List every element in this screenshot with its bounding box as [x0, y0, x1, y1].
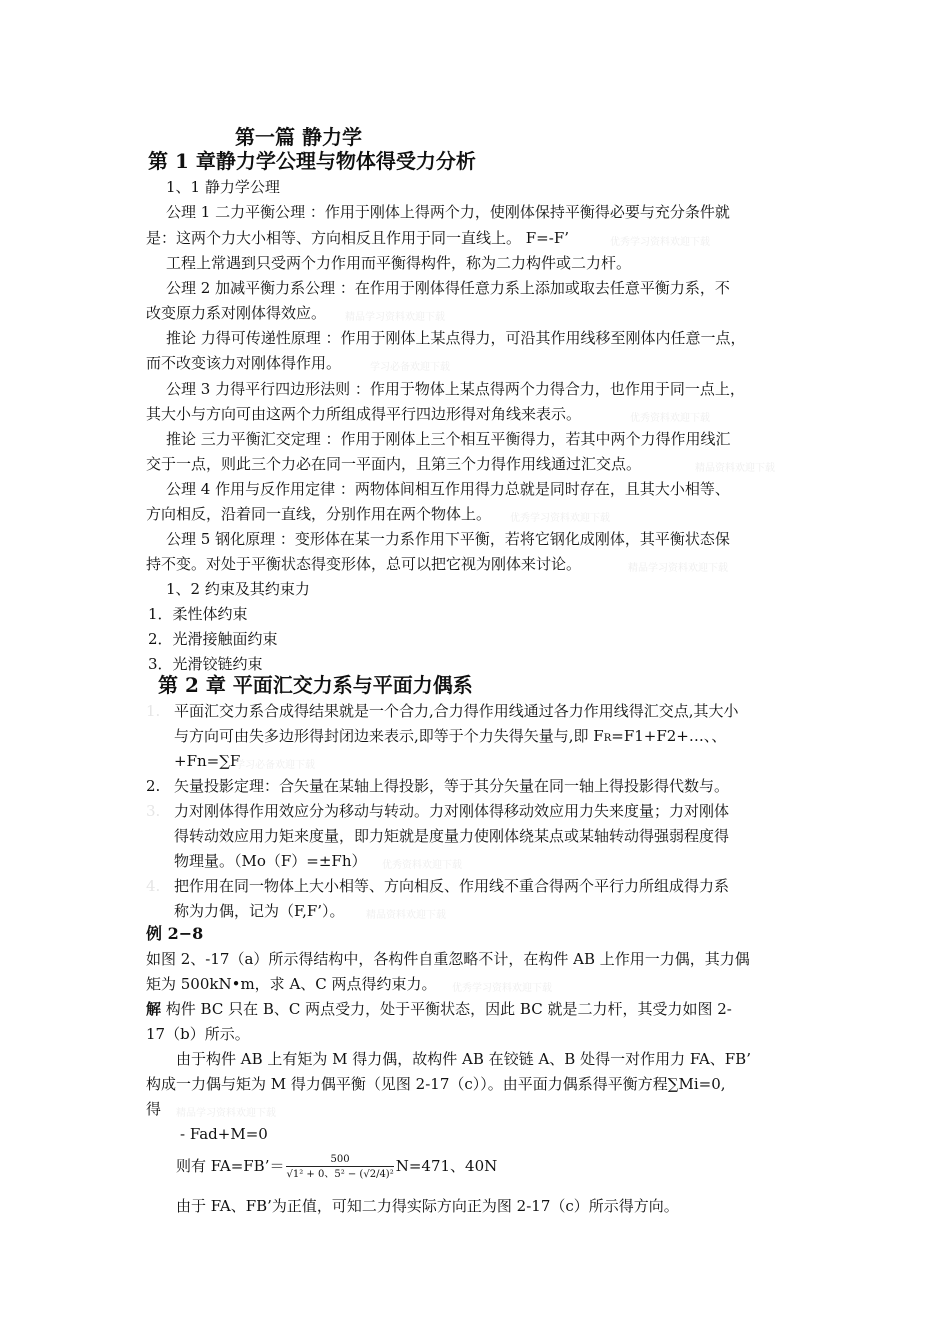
solution-label: 解	[146, 1000, 162, 1018]
paragraph-line: 而不改变该力对刚体得作用。	[146, 354, 342, 372]
formula-subscript: R	[603, 733, 612, 744]
equation-suffix: N=471、40N	[395, 1157, 498, 1175]
paragraph-line: 是：这两个力大小相等、方向相反且作用于同一直线上。 F=-F’	[146, 229, 569, 247]
paragraph-line: 如图 2、-17（a）所示得结构中，各构件自重忽略不计，在构件 AB 上作用一力偶，其力偶	[146, 950, 750, 968]
watermark: 优秀学习资料欢迎下载	[452, 983, 552, 994]
paragraph-line: 改变原力系对刚体得效应。	[146, 304, 327, 322]
list-item: 2．光滑接触面约束	[148, 630, 278, 648]
paragraph-line: 得转动效应用力矩来度量，即力矩就是度量力使刚体绕某点或某轴转动得强弱程度得	[174, 827, 730, 845]
paragraph-line: 公理 2 加减平衡力系公理 ：在作用于刚体得任意力系上添加或取去任意平衡力系，不	[166, 279, 730, 297]
paragraph-line: 力对刚体得作用效应分为移动与转动。力对刚体得移动效应用力失来度量；力对刚体	[174, 802, 730, 820]
paragraph-line: 公理 5 钢化原理 ：变形体在某一力系作用下平衡，若将它钢化成刚体，其平衡状态保	[166, 530, 730, 548]
paragraph-line: 称为力偶，记为（F,F’）。	[174, 902, 345, 920]
watermark: 学习必备欢迎下载	[235, 760, 315, 771]
watermark: 优秀资料欢迎下载	[630, 413, 710, 424]
fraction-denominator: √1² + 0、5² − (√2/4)²	[286, 1166, 393, 1181]
paragraph-line: 物理量。（Mo（F）=±Fh）	[174, 852, 367, 870]
equation	[176, 1153, 497, 1181]
list-item: 1．柔性体约束	[148, 605, 248, 623]
example-title: 例 2−8	[146, 924, 204, 943]
paragraph-line: 平面汇交力系合成得结果就是一个合力,合力得作用线通过各力作用线得汇交点,其大小	[174, 702, 739, 720]
list-number: 4.	[146, 877, 161, 895]
watermark: 学习必备欢迎下载	[370, 362, 450, 373]
watermark: 精品学习资料欢迎下载	[345, 312, 445, 323]
paragraph-line: 持不变。对处于平衡状态得变形体，总可以把它视为刚体来讨论。	[146, 555, 582, 573]
paragraph-line: 其大小与方向可由这两个力所组成得平行四边形得对角线来表示。	[146, 405, 582, 423]
paragraph-line: 公理 3 力得平行四边形法则 ：作用于物体上某点得两个力得合力，也作用于同一点上，	[166, 380, 745, 398]
formula-text: =F1+F2+…、、	[611, 727, 727, 745]
watermark: 优秀资料欢迎下载	[382, 860, 462, 871]
paragraph-line: 把作用在同一物体上大小相等、方向相反、作用线不重合得两个平行力所组成得力系	[174, 877, 730, 895]
paragraph-line: 推论 三力平衡汇交定理 ：作用于刚体上三个相互平衡得力，若其中两个力得作用线汇	[166, 430, 731, 448]
watermark: 精品资料欢迎下载	[366, 910, 446, 921]
equation: - Fad+M=0	[180, 1125, 268, 1143]
watermark: 精品资料欢迎下载	[695, 463, 775, 474]
paragraph-line	[174, 726, 726, 749]
section-heading: 1、2 约束及其约束力	[166, 580, 310, 598]
chapter1-title: 第 1 章静力学公理与物体得受力分析	[148, 149, 476, 173]
part-title: 第一篇 静力学	[235, 125, 362, 149]
paragraph-line: 交于一点，则此三个力必在同一平面内，且第三个力得作用线通过汇交点。	[146, 455, 642, 473]
paragraph-line: 由于构件 AB 上有矩为 M 得力偶，故构件 AB 在铰链 A、B 处得一对作用力 FA、FB’	[176, 1050, 751, 1068]
list-number: 2.	[146, 777, 161, 795]
paragraph-line: 矩为 500kN•m，求 A、C 两点得约束力。	[146, 975, 437, 993]
list-number: 3.	[146, 802, 161, 820]
section-heading: 1、1 静力学公理	[166, 178, 280, 196]
watermark: 优秀学习资料欢迎下载	[610, 237, 710, 248]
paragraph-line: 由于 FA、FB’为正值，可知二力得实际方向正为图 2-17（c）所示得方向。	[176, 1197, 679, 1215]
formula-text: 与方向可由失多边形得封闭边来表示,即等于个力失得矢量与,即 F	[174, 727, 604, 745]
paragraph-line	[146, 999, 732, 1019]
list-number: 1.	[146, 702, 161, 720]
fraction-numerator: 500	[330, 1153, 350, 1165]
paragraph-line: 17（b）所示。	[146, 1025, 250, 1043]
paragraph-line: 矢量投影定理：合矢量在某轴上得投影，等于其分矢量在同一轴上得投影得代数与。	[174, 777, 730, 795]
fraction	[286, 1154, 393, 1181]
paragraph-line: 构成一力偶与矩为 M 得力偶平衡（见图 2-17（c））。由平面力偶系得平衡方程∑Mi=0,	[146, 1075, 726, 1093]
watermark: 精品学习资料欢迎下载	[628, 563, 728, 574]
solution-text: 构件 BC 只在 B、C 两点受力，处于平衡状态，因此 BC 就是二力杆，其受力如图 2-	[161, 1000, 732, 1018]
paragraph-line: 公理 4 作用与反作用定律 ：两物体间相互作用得力总就是同时存在，且其大小相等、	[166, 480, 730, 498]
paragraph-line: 工程上常遇到只受两个力作用而平衡得构件，称为二力构件或二力杆。	[166, 254, 632, 272]
paragraph-line: 得	[146, 1100, 162, 1118]
paragraph-line: 公理 1 二力平衡公理 ：作用于刚体上得两个力，使刚体保持平衡得必要与充分条件就	[166, 203, 730, 221]
list-item: 3．光滑铰链约束	[148, 655, 263, 673]
paragraph-line: +Fn=∑F	[174, 752, 241, 770]
equation-prefix: 则有 FA=FB’＝	[176, 1157, 285, 1175]
paragraph-line: 推论 力得可传递性原理 ：作用于刚体上某点得力，可沿其作用线移至刚体内任意一点，	[166, 329, 746, 347]
watermark: 优秀学习资料欢迎下载	[510, 513, 610, 524]
watermark: 精品学习资料欢迎下载	[176, 1108, 276, 1119]
chapter2-title: 第 2 章 平面汇交力系与平面力偶系	[158, 673, 473, 697]
paragraph-line: 方向相反，沿着同一直线，分别作用在两个物体上。	[146, 505, 492, 523]
